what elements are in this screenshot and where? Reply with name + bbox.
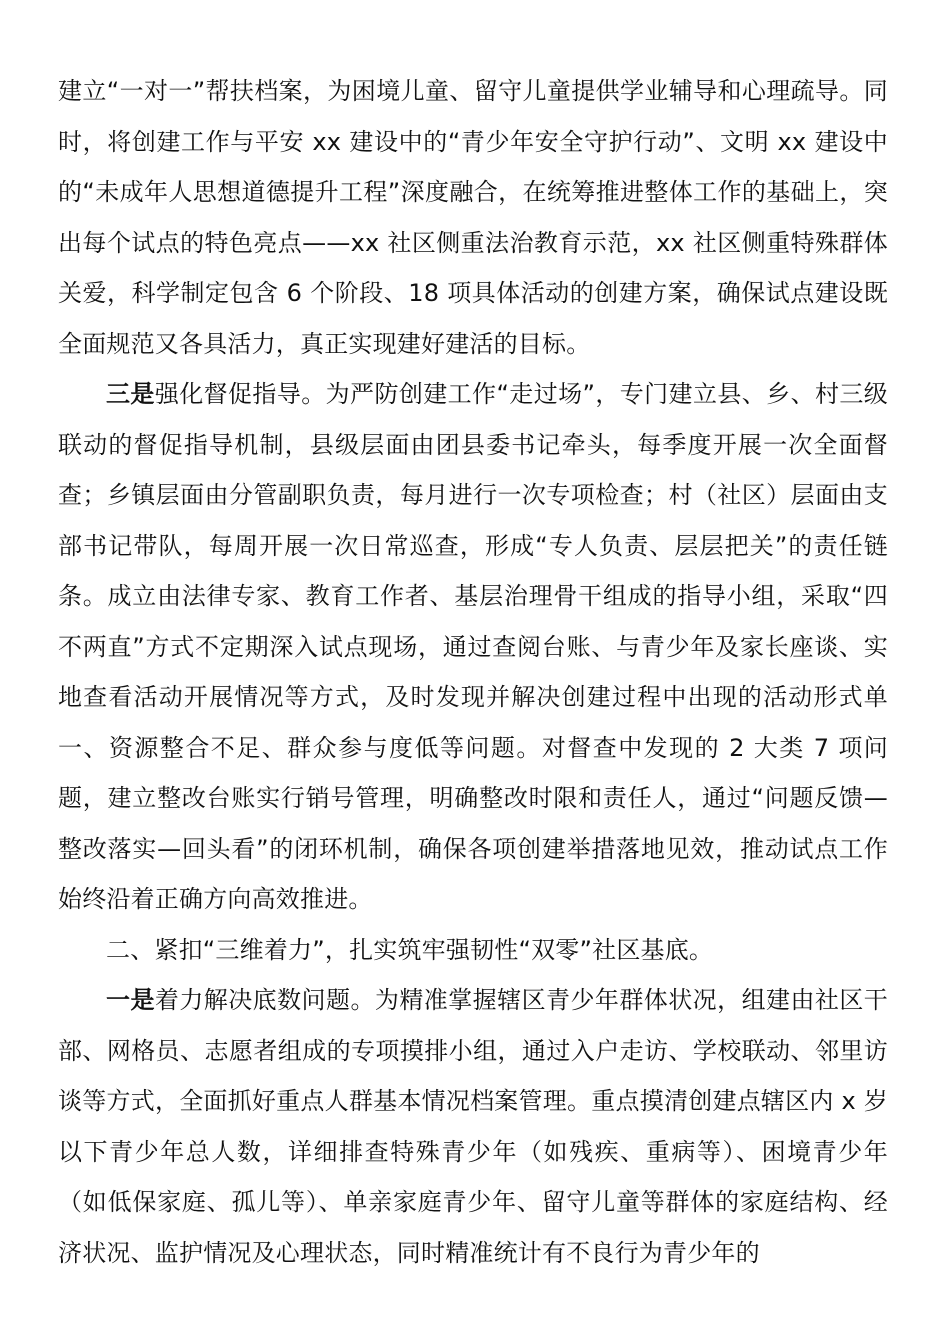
section-heading-text: 二、紧扣“三维着力”，扎实筑牢强韧性“双零”社区基底。 <box>106 935 714 964</box>
section-heading <box>58 925 888 976</box>
paragraph-4-lead: 一是 <box>106 986 155 1014</box>
paragraph-2-lead: 三是 <box>106 380 155 408</box>
paragraph-4 <box>58 975 888 1278</box>
paragraph-4-text: 着力解决底数问题。为精准掌握辖区青少年群体状况，组建由社区干部、网格员、志愿者组成的专项摸排小组，通过入户走访、学校联动、邻里访谈等方式，全面抓好重点人群基本情况档案管理。重点摸清创建点辖区内 x 岁以下青少年总人数，详细排查特殊青少年（如残疾、重病等）、困境青少年（如低保家庭、孤儿等）、单亲家庭青少年、留守儿童等群体的家庭结构、经济状况、监护情况及心理状态，同时精准统计有不良行为青少年的 <box>58 986 888 1267</box>
paragraph-2 <box>58 369 888 925</box>
paragraph-1 <box>58 66 888 369</box>
document-body <box>58 66 888 1278</box>
paragraph-2-text: 强化督促指导。为严防创建工作“走过场”，专门建立县、乡、村三级联动的督促指导机制，县级层面由团县委书记牵头，每季度开展一次全面督查；乡镇层面由分管副职负责，每月进行一次专项检查；村（社区）层面由支部书记带队，每周开展一次日常巡查，形成“专人负责、层层把关”的责任链条。成立由法律专家、教育工作者、基层治理骨干组成的指导小组，采取“四不两直”方式不定期深入试点现场，通过查阅台账、与青少年及家长座谈、实地查看活动开展情况等方式，及时发现并解决创建过程中出现的活动形式单一、资源整合不足、群众参与度低等问题。对督查中发现的 2 大类 7 项问题，建立整改台账实行销号管理，明确整改时限和责任人，通过“问题反馈—整改落实—回头看”的闭环机制，确保各项创建举措落地见效，推动试点工作始终沿着正确方向高效推进。 <box>58 380 888 913</box>
paragraph-1-text: 建立“一对一”帮扶档案，为困境儿童、留守儿童提供学业辅导和心理疏导。同时，将创建工作与平安 xx 建设中的“青少年安全守护行动”、文明 xx 建设中的“未成年人思想道德提升工程”深度融合，在统筹推进整体工作的基础上，突出每个试点的特色亮点——xx 社区侧重法治教育示范，xx 社区侧重特殊群体关爱，科学制定包含 6 个阶段、18 项具体活动的创建方案，确保试点建设既全面规范又各具活力，真正实现建好建活的目标。 <box>58 77 888 358</box>
